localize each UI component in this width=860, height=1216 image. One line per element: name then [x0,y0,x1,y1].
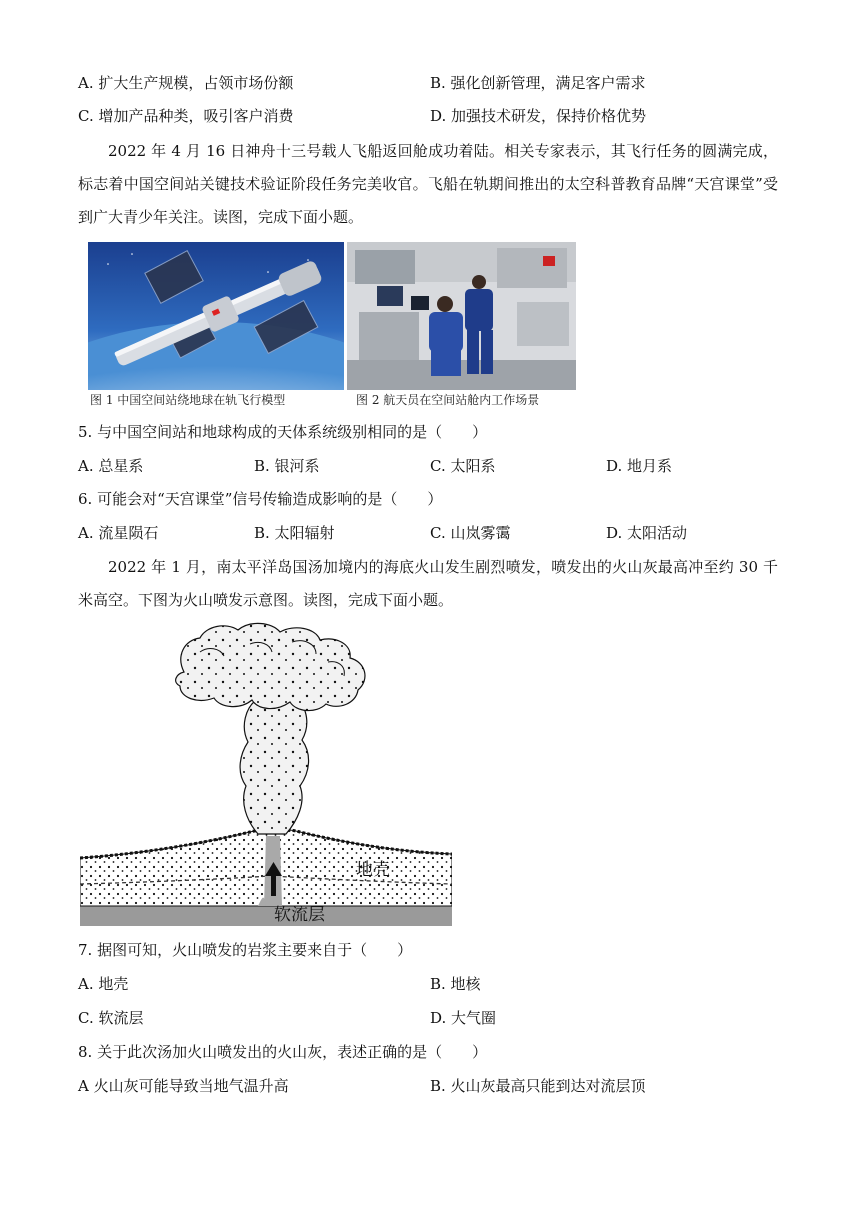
q8-option-b: B. 火山灰最高只能到达对流层顶 [430,1077,646,1095]
q8-option-a: A 火山灰可能导致当地气温升高 [78,1077,289,1095]
q6-option-c: C. 山岚雾霭 [430,524,511,542]
q7-option-c: C. 软流层 [78,1009,144,1027]
intro-paragraph-space-station: 2022 年 4 月 16 日神舟十三号载人飞船返回舱成功着陆。相关专家表示，其飞行任务的圆满完成，标志着中国空间站关键技术验证阶段任务完美收官。飞船在轨期间推出的太空科普教育品牌“天宫课堂”受到广大青少年关注。读图，完成下面小题。 [78,142,778,226]
q5-option-b: B. 银河系 [254,457,320,475]
q4-option-d: D. 加强技术研发，保持价格优势 [430,107,647,125]
q6-option-b: B. 太阳辐射 [254,524,335,542]
q7-option-b: B. 地核 [430,975,481,993]
q8-stem: 8. 关于此次汤加火山喷发出的火山灰，表述正确的是（ ） [78,1043,488,1061]
q4-option-c: C. 增加产品种类，吸引客户消费 [78,107,294,125]
q5-stem: 5. 与中国空间站和地球构成的天体系统级别相同的是（ ） [78,423,488,441]
q6-stem: 6. 可能会对“天宫课堂”信号传输造成影响的是（ ） [78,490,443,508]
q5-option-c: C. 太阳系 [430,457,496,475]
asthenosphere-layer [80,906,452,926]
space-station-image [88,242,344,390]
q7-option-d: D. 大气圈 [430,1009,497,1027]
q7-stem: 7. 据图可知，火山喷发的岩浆主要来自于（ ） [78,941,413,959]
q6-option-a: A. 流星陨石 [78,524,159,542]
q4-option-b: B. 强化创新管理，满足客户需求 [430,74,646,92]
intro-paragraph-volcano: 2022 年 1 月，南太平洋岛国汤加境内的海底火山发生剧烈喷发，喷发出的火山灰最高冲至约 30 千米高空。下图为火山喷发示意图。读图，完成下面小题。 [78,558,778,609]
q5-option-d: D. 地月系 [606,457,673,475]
ash-cloud [176,623,365,710]
crust-label: 地壳 [356,860,390,880]
q5-option-a: A. 总星系 [78,457,144,475]
figure1-caption: 图 1 中国空间站绕地球在轨飞行模型 [90,393,286,407]
volcano-eruption-diagram [80,622,452,928]
figure2-caption: 图 2 航天员在空间站舱内工作场景 [356,393,540,407]
q7-option-a: A. 地壳 [78,975,129,993]
q4-option-a: A. 扩大生产规模，占领市场份额 [78,74,294,92]
asthenosphere-label: 软流层 [274,905,325,925]
figure-row [88,242,576,410]
astronaut-cabin-image [347,242,576,390]
magma-arrow [271,874,276,896]
q6-option-d: D. 太阳活动 [606,524,688,542]
